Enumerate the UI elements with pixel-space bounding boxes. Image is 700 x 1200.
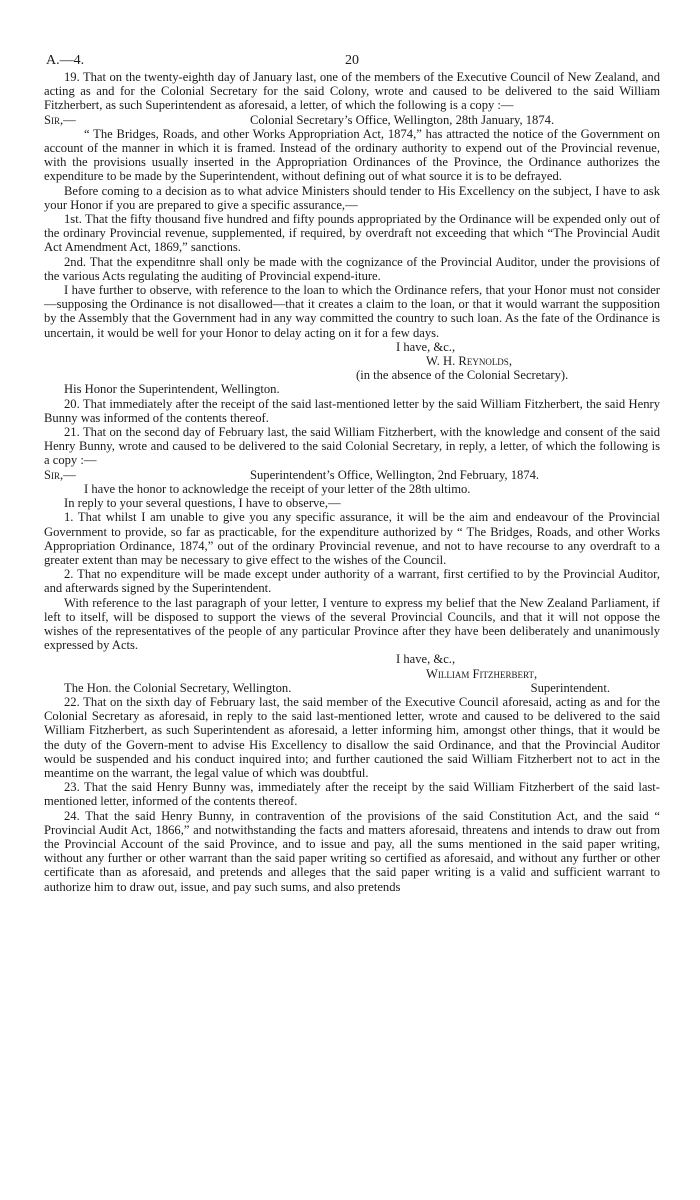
document-reference: A.—4.: [46, 53, 85, 68]
letter1-addressee: His Honor the Superintendent, Wellington.: [64, 382, 280, 397]
letter2-heading: [44, 468, 660, 482]
page-header: [44, 42, 660, 70]
letter2-addressee: The Hon. the Colonial Secretary, Wellington.: [64, 680, 292, 695]
letter1-salutation: Sir,—: [44, 112, 76, 127]
letter2-body-5: With reference to the last paragraph of your letter, I venture to express my belief that the New Zealand Parliament, if left to itself, will be disposed to support the views of the several Provincial Councils, and that it will not oppose the wishes of the representatives of the people of any particular Province after they have been deliberately and unanimously expressed by Acts.: [44, 595, 660, 653]
letter2-body-2: In reply to your several questions, I have to observe,—: [64, 496, 341, 511]
letter1-body-4: 2nd. That the expenditnre shall only be made with the cognizance of the Provincial Auditor, under the provisions of the various Acts regulating the auditing of Provincial expend-iture.: [44, 254, 660, 283]
letter1-body-2: Before coming to a decision as to what advice Ministers should tender to His Excellency on the subject, I have to ask your Honor if you are prepared to give a specific assurance,—: [44, 183, 660, 212]
letter2-address: Superintendent’s Office, Wellington, 2nd February, 1874.: [250, 467, 540, 482]
letter1-capacity: (in the absence of the Colonial Secretary).: [356, 368, 569, 383]
letter2-salutation: Sir,—: [44, 467, 76, 482]
paragraph-24: 24. That the said Henry Bunny, in contravention of the provisions of the said Constitution Act, and the said “ Provincial Audit Act, 1866,” and notwithstanding the facts and matters aforesaid, threatens and intends to draw out from the Provincial Account of the said Province, and to issue and pay, all the sums mentioned in the said paper writing, without any further or other warrant than the said paper writing so certified as aforesaid, and without any further or other certificate than as aforesaid, and pretends and alleges that the said paper writing is a valid and sufficient warrant to authorize him to draw out, issue, and pay such sums, and also pretends: [44, 808, 660, 894]
letter1-body-1: “ The Bridges, Roads, and other Works Appropriation Act, 1874,” has attracted the notice of the Government on account of the manner in which it is framed. Instead of the ordinary authority to expend out of the Provincial revenue, with the provisions usually inserted in the Appropriation Ordinances of the Province, the Ordinance authorizes the expenditure to be made by the Superintendent, without defining out of what source it is to be defrayed.: [44, 126, 660, 184]
letter2-body-3: 1. That whilst I am unable to give you any specific assurance, it will be the aim and endeavour of the Provincial Government to provide, so far as practicable, for the expenditure authorized by “ The Bridges, Roads, and other Works Appropriation Ordinance, 1874,” out of the ordinary Provincial revenue, and not to have recourse to any overdraft to a greater extent than may be necessary to give effect to the wishes of the Council.: [44, 510, 660, 567]
letter1-address: Colonial Secretary’s Office, Wellington, 28th January, 1874.: [250, 112, 555, 127]
page-number: 20: [345, 53, 359, 68]
letter1-heading: [44, 113, 660, 127]
letter1-signer: W. H. Reynolds,: [426, 354, 512, 369]
letter2-footer: [44, 681, 660, 695]
paragraph-22: 22. That on the sixth day of February last, the said member of the Executive Council aforesaid, acting as and for the Colonial Secretary as aforesaid, in reply to the said last-mentioned letter, wrote and caused to be delivered to the said William Fitzherbert, as such Superintendent as aforesaid, a letter informing him, amongst other things, that it would be the duty of the Govern-ment to advise His Excellency to disallow the said Ordinance, and that the Provincial Auditor would be suspended and his conduct inquired into; and further cautioned the said William Fitzherbert not to act in the meantime on the warrant, the legal value of which was doubtful.: [44, 694, 660, 780]
letter2-capacity: Superintendent.: [530, 680, 610, 695]
paragraph-20: 20. That immediately after the receipt of the said last-mentioned letter by the said William Fitzherbert, the said Henry Bunny was informed of the contents thereof.: [44, 396, 660, 425]
paragraph-21: 21. That on the second day of February last, the said William Fitzherbert, with the knowledge and consent of the said Henry Bunny, wrote and caused to be delivered to the said Colonial Secretary, in reply, a letter, of which the following is a copy :—: [44, 425, 660, 468]
letter2-body-4: 2. That no expenditure will be made except under authority of a warrant, first certified to by the Provincial Auditor, and afterwards signed by the Superintendent.: [44, 567, 660, 596]
letter1-body-5: I have further to observe, with reference to the loan to which the Ordinance refers, that your Honor must not consider—supposing the Ordinance is not disallowed—that it creates a claim to the loan, or that it would warrant the supposition by the Assembly that the Government had in any way committed the country to such loan. As the fate of the Ordinance is uncertain, it would be well for your Honor to delay acting on it for a few days.: [44, 283, 660, 340]
paragraph-19: 19. That on the twenty-eighth day of January last, one of the members of the Executive Council of New Zealand, and acting as and for the Colonial Secretary for the said Colony, wrote and caused to be delivered to the said William Fitzherbert, as such Superintendent as aforesaid, a letter, of which the following is a copy :—: [44, 70, 660, 113]
letter1-close: I have, &c.,: [396, 339, 456, 354]
letter1-body-3: 1st. That the fifty thousand five hundred and fifty pounds appropriated by the Ordinance will be expended only out of the ordinary Provincial revenue, supplemented, if required, by overdraft not exceeding that which “The Provincial Audit Act Amendment Act, 1869,” sanctions.: [44, 212, 660, 255]
paragraph-23: 23. That the said Henry Bunny was, immediately after the receipt by the said William Fitzherbert of the said last-mentioned letter, informed of the contents thereof.: [44, 780, 660, 809]
letter2-close: I have, &c.,: [396, 652, 456, 667]
letter2-signer: William Fitzherbert,: [426, 666, 538, 681]
letter2-body-1: I have the honor to acknowledge the receipt of your letter of the 28th ultimo.: [84, 481, 471, 496]
